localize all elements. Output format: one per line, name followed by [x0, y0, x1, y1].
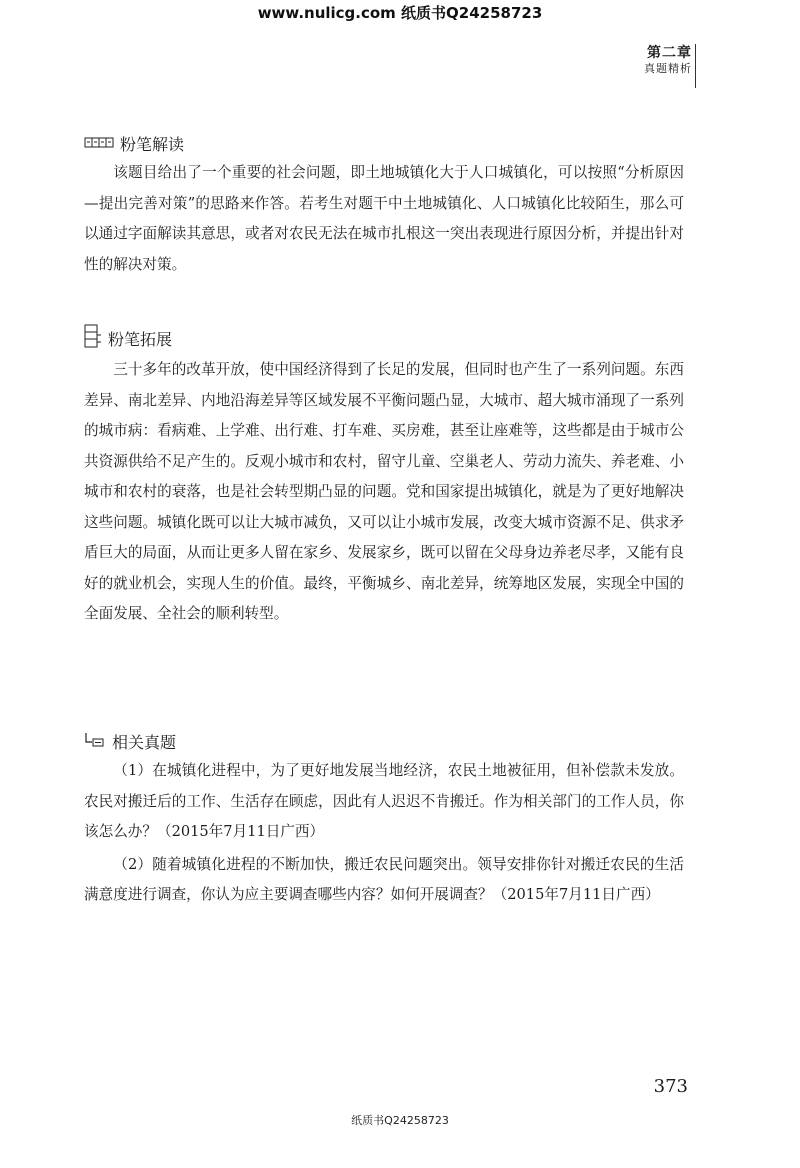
section-title: 粉笔拓展 [108, 329, 173, 349]
question-item: （2）随着城镇化进程的不断加快，搬迁农民问题突出。领导安排你针对搬迁农民的生活满意度进行调查，你认为应主要调查哪些内容？如何开展调查？（2015年7月11日广西） [84, 855, 684, 903]
chapter-title: 第二章 [647, 45, 692, 61]
question-item: （1）在城镇化进程中，为了更好地发展当地经济，农民土地被征用，但补偿款未发放。农民对搬迁后的工作、生活存在顾虑，因此有人迟迟不肯搬迁。作为相关部门的工作人员，你该怎么办？（2015年7月11日广西） [84, 762, 684, 840]
section-paragraph: 该题目给出了一个重要的社会问题，即土地城镇化大于人口城镇化，可以按照“分析原因—提出完善对策”的思路来作答。若考生对题干中土地城镇化、人口城镇化比较陌生，那么可以通过字面解读其意思，或者对农民无法在城市扎根这一突出表现进行原因分析，并提出针对性的解决对策。 [84, 164, 684, 273]
section-heading [84, 728, 684, 754]
section-interpretation [84, 130, 684, 280]
section-related-questions [84, 728, 684, 911]
chapter-header [644, 44, 692, 76]
chalkboard-icon [84, 134, 114, 153]
top-watermark: www.nulicg.com 纸质书Q24258723 [257, 4, 543, 22]
section-heading [84, 130, 684, 156]
related-questions-icon [84, 730, 106, 752]
expand-icon [84, 324, 102, 352]
header-divider [695, 44, 696, 88]
section-title: 相关真题 [112, 732, 177, 752]
section-title: 粉笔解读 [120, 134, 185, 154]
chapter-subtitle: 真题精析 [644, 62, 692, 76]
page-number: 373 [653, 1076, 688, 1097]
bottom-watermark: 纸质书Q24258723 [351, 1114, 449, 1127]
section-expansion [84, 325, 684, 630]
section-heading [84, 325, 684, 351]
section-paragraph: 三十多年的改革开放，使中国经济得到了长足的发展，但同时也产生了一系列问题。东西差异、南北差异、内地沿海差异等区域发展不平衡问题凸显，大城市、超大城市涌现了一系列的城市病：看病难、上学难、出行难、打车难、买房难，甚至让座难等，这些都是由于城市公共资源供给不足产生的。反观小城市和农村，留守儿童、空巢老人、劳动力流失、养老难、小城市和农村的衰落，也是社会转型期凸显的问题。党和国家提出城镇化，就是为了更好地解决这些问题。城镇化既可以让大城市减负，又可以让小城市发展，改变大城市资源不足、供求矛盾巨大的局面，从而让更多人留在家乡、发展家乡，既可以留在父母身边养老尽孝，又能有良好的就业机会，实现人生的价值。最终，平衡城乡、南北差异，统筹地区发展，实现全中国的全面发展、全社会的顺利转型。 [84, 361, 684, 622]
